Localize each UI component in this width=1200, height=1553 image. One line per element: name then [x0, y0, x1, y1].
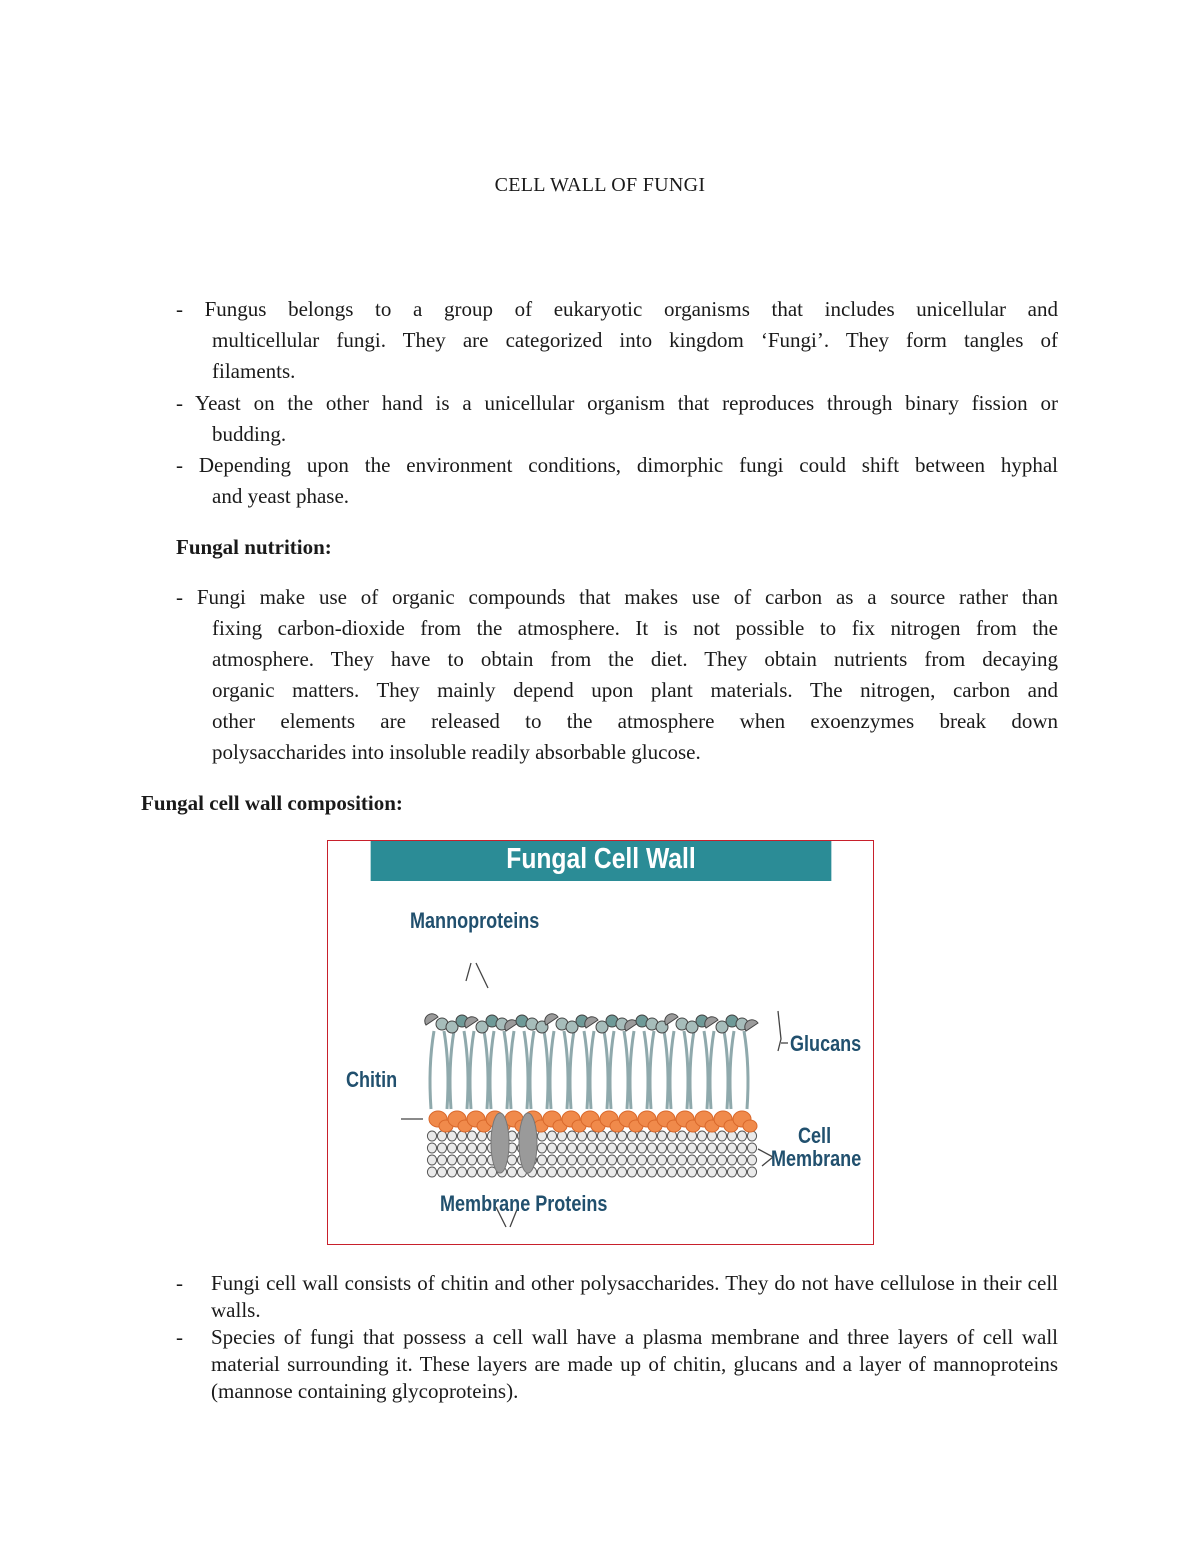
membrane-bead	[667, 1143, 676, 1153]
membrane-bead	[647, 1131, 656, 1141]
membrane-bead	[537, 1131, 546, 1141]
membrane-bead	[477, 1143, 486, 1153]
intro-item-1	[176, 294, 1058, 387]
label-chitin: Chitin	[346, 1067, 398, 1092]
glucan-strand	[744, 1031, 748, 1109]
glucan-strand	[610, 1031, 614, 1109]
membrane-bead	[537, 1167, 546, 1177]
membrane-bead	[437, 1143, 446, 1153]
membrane-bead	[547, 1167, 556, 1177]
bullet-dash: -	[176, 391, 196, 415]
membrane-bead	[647, 1155, 656, 1165]
membrane-bead	[467, 1143, 476, 1153]
membrane-bead	[627, 1155, 636, 1165]
glucan-strand	[570, 1031, 574, 1109]
membrane-bead	[697, 1167, 706, 1177]
membrane-bead	[477, 1131, 486, 1141]
membrane-bead	[567, 1167, 576, 1177]
membrane-bead	[637, 1155, 646, 1165]
glucan-strand	[484, 1031, 488, 1109]
membrane-bead	[477, 1155, 486, 1165]
fungal-cell-wall-figure	[327, 840, 874, 1245]
intro-item-3	[176, 450, 1058, 512]
glucan-strand	[430, 1031, 434, 1109]
membrane-bead	[727, 1143, 736, 1153]
membrane-bead	[667, 1155, 676, 1165]
membrane-bead	[537, 1143, 546, 1153]
membrane-bead	[617, 1131, 626, 1141]
glucan-strand	[590, 1031, 594, 1109]
glucan-strand	[710, 1031, 714, 1109]
label-membrane: Membrane	[771, 1146, 862, 1171]
membrane-bead	[737, 1143, 746, 1153]
membrane-bead	[687, 1143, 696, 1153]
glucan-strand	[564, 1031, 568, 1109]
glucan-strand	[530, 1031, 534, 1109]
membrane-protein	[491, 1113, 509, 1173]
membrane-bead	[457, 1155, 466, 1165]
nutrition-line: Fungi make use of organic compounds that makes use of carbon as a source rather than	[196, 585, 1058, 609]
glucan-strand	[650, 1031, 654, 1109]
glucan-layer	[430, 1031, 748, 1109]
nutrition-line: other elements are released to the atmosphere when exoenzymes break down	[212, 709, 1058, 733]
membrane-bead	[427, 1167, 436, 1177]
nutrition-line: atmosphere. They have to obtain from the diet. They obtain nutrients from decaying	[212, 647, 1058, 671]
membrane-bead	[557, 1143, 566, 1153]
membrane-bead	[687, 1155, 696, 1165]
chitin-fiber	[743, 1120, 757, 1132]
membrane-bead	[697, 1155, 706, 1165]
membrane-bead	[447, 1155, 456, 1165]
glucan-strand	[730, 1031, 734, 1109]
membrane-bead	[637, 1143, 646, 1153]
glucan-strand	[464, 1031, 468, 1109]
membrane-bead	[727, 1131, 736, 1141]
membrane-bead	[577, 1167, 586, 1177]
intro-line: Fungus belongs to a group of eukaryotic organisms that includes unicellular and	[204, 297, 1058, 321]
membrane-bead	[627, 1167, 636, 1177]
bullet-dash: -	[176, 1271, 183, 1295]
membrane-bead	[587, 1143, 596, 1153]
membrane-bead	[547, 1143, 556, 1153]
glucan-strand	[690, 1031, 694, 1109]
leader-mannoproteins-a	[466, 963, 471, 981]
glucan-strand	[510, 1031, 514, 1109]
membrane-bead	[717, 1155, 726, 1165]
membrane-bead	[707, 1155, 716, 1165]
membrane-bead	[637, 1167, 646, 1177]
membrane-bead	[617, 1143, 626, 1153]
intro-line: and yeast phase.	[212, 484, 350, 508]
membrane-bead	[747, 1155, 756, 1165]
glucan-strand	[550, 1031, 554, 1109]
membrane-bead	[437, 1131, 446, 1141]
composition-bullet-2	[176, 1324, 1058, 1405]
membrane-bead	[577, 1143, 586, 1153]
glucan-strand	[524, 1031, 528, 1109]
glucan-strand	[644, 1031, 648, 1109]
composition-bullet-1	[176, 1270, 1058, 1324]
membrane-bead	[597, 1155, 606, 1165]
composition-heading: Fungal cell wall composition:	[141, 791, 403, 815]
membrane-bead	[717, 1131, 726, 1141]
membrane-bead	[557, 1131, 566, 1141]
membrane-bead	[467, 1155, 476, 1165]
membrane-bead	[607, 1143, 616, 1153]
glucan-strand	[504, 1031, 508, 1109]
membrane-bead	[687, 1167, 696, 1177]
intro-item-2	[176, 388, 1058, 450]
membrane-bead	[747, 1143, 756, 1153]
glucan-strand	[624, 1031, 628, 1109]
cell-membrane-layer	[427, 1131, 756, 1177]
membrane-bead	[657, 1143, 666, 1153]
membrane-bead	[637, 1131, 646, 1141]
glucan-strand	[630, 1031, 634, 1109]
membrane-bead	[537, 1155, 546, 1165]
membrane-bead	[457, 1143, 466, 1153]
membrane-bead	[667, 1167, 676, 1177]
membrane-bead	[447, 1167, 456, 1177]
membrane-bead	[727, 1167, 736, 1177]
intro-line: filaments.	[212, 359, 296, 383]
membrane-bead	[657, 1131, 666, 1141]
membrane-bead	[647, 1167, 656, 1177]
membrane-bead	[597, 1143, 606, 1153]
membrane-bead	[747, 1167, 756, 1177]
membrane-bead	[617, 1155, 626, 1165]
membrane-bead	[737, 1131, 746, 1141]
membrane-protein	[519, 1113, 537, 1173]
page-title: CELL WALL OF FUNGI	[494, 174, 706, 196]
membrane-bead	[657, 1155, 666, 1165]
label-mannoproteins: Mannoproteins	[410, 908, 540, 933]
glucan-strand	[490, 1031, 494, 1109]
membrane-bead	[607, 1167, 616, 1177]
composition-bullets	[176, 1270, 1058, 1405]
membrane-bead	[737, 1155, 746, 1165]
membrane-bead	[627, 1143, 636, 1153]
glucan-strand	[450, 1031, 454, 1109]
membrane-bead	[677, 1131, 686, 1141]
membrane-bead	[427, 1131, 436, 1141]
membrane-bead	[567, 1131, 576, 1141]
glucan-strand	[670, 1031, 674, 1109]
membrane-bead	[437, 1167, 446, 1177]
nutrition-heading: Fungal nutrition:	[176, 535, 332, 559]
glucan-strand	[724, 1031, 728, 1109]
membrane-bead	[557, 1155, 566, 1165]
membrane-bead	[587, 1167, 596, 1177]
membrane-bead	[437, 1155, 446, 1165]
membrane-bead	[697, 1131, 706, 1141]
nutrition-line: organic matters. They mainly depend upon plant materials. The nitrogen, carbon and	[212, 678, 1058, 702]
glucan-strand	[604, 1031, 608, 1109]
membrane-bead	[467, 1167, 476, 1177]
glucan-strand	[584, 1031, 588, 1109]
glucan-strand	[444, 1031, 448, 1109]
membrane-bead	[467, 1131, 476, 1141]
membrane-bead	[587, 1131, 596, 1141]
label-membrane-proteins: Membrane Proteins	[440, 1191, 608, 1216]
membrane-bead	[677, 1155, 686, 1165]
membrane-bead	[657, 1167, 666, 1177]
membrane-bead	[677, 1143, 686, 1153]
label-cell: Cell	[798, 1123, 832, 1148]
membrane-bead	[427, 1155, 436, 1165]
bullet-text: Fungi cell wall consists of chitin and other polysaccharides. They do not have cellulose in their cell walls.	[211, 1271, 1058, 1322]
membrane-bead	[707, 1167, 716, 1177]
membrane-bead	[747, 1131, 756, 1141]
figure-title: Fungal Cell Wall	[371, 841, 832, 881]
membrane-bead	[507, 1155, 516, 1165]
membrane-bead	[677, 1167, 686, 1177]
bullet-dash: -	[176, 585, 197, 609]
membrane-bead	[707, 1143, 716, 1153]
membrane-bead	[617, 1167, 626, 1177]
bullet-dash: -	[176, 297, 205, 321]
glucan-strand	[704, 1031, 708, 1109]
membrane-bead	[567, 1143, 576, 1153]
membrane-bead	[447, 1143, 456, 1153]
membrane-bead	[507, 1167, 516, 1177]
membrane-bead	[427, 1143, 436, 1153]
intro-line: multicellular fungi. They are categorized into kingdom ‘Fungi’. They form tangles of	[212, 328, 1058, 352]
intro-line: budding.	[212, 422, 287, 446]
membrane-bead	[547, 1131, 556, 1141]
membrane-bead	[667, 1131, 676, 1141]
membrane-bead	[557, 1167, 566, 1177]
intro-line: Depending upon the environment conditions, dimorphic fungi could shift between hyphal	[198, 453, 1059, 477]
cell-wall-diagram	[328, 881, 872, 1241]
leader-glucans-brace	[778, 1011, 781, 1051]
membrane-bead	[687, 1131, 696, 1141]
nutrition-line: fixing carbon-dioxide from the atmosphere. It is not possible to fix nitrogen from the	[212, 616, 1058, 640]
bullet-dash: -	[176, 453, 199, 477]
membrane-bead	[447, 1131, 456, 1141]
membrane-bead	[697, 1143, 706, 1153]
nutrition-line: polysaccharides into insoluble readily absorbable glucose.	[212, 740, 701, 764]
membrane-bead	[627, 1131, 636, 1141]
membrane-bead	[577, 1155, 586, 1165]
bullet-dash: -	[176, 1325, 183, 1349]
intro-line: Yeast on the other hand is a unicellular organism that reproduces through binary fission or	[195, 391, 1058, 415]
membrane-bead	[477, 1167, 486, 1177]
bullet-text: Species of fungi that possess a cell wall have a plasma membrane and three layers of cell wall material surrounding it. These layers are made up of chitin, glucans and a layer of mannoproteins (mannose containing glycoproteins).	[211, 1325, 1058, 1403]
membrane-bead	[457, 1131, 466, 1141]
chitin-layer	[429, 1111, 757, 1132]
nutrition-paragraph	[176, 582, 1058, 768]
membrane-bead	[717, 1167, 726, 1177]
label-glucans: Glucans	[790, 1031, 862, 1056]
glucan-strand	[684, 1031, 688, 1109]
mannoprotein-layer	[425, 1014, 758, 1033]
membrane-bead	[727, 1155, 736, 1165]
membrane-bead	[737, 1167, 746, 1177]
glucan-strand	[470, 1031, 474, 1109]
membrane-bead	[577, 1131, 586, 1141]
membrane-bead	[547, 1155, 556, 1165]
membrane-bead	[607, 1131, 616, 1141]
membrane-bead	[457, 1167, 466, 1177]
membrane-bead	[717, 1143, 726, 1153]
membrane-bead	[567, 1155, 576, 1165]
membrane-bead	[597, 1131, 606, 1141]
leader-mannoproteins-b	[476, 963, 488, 988]
membrane-bead	[587, 1155, 596, 1165]
glucan-strand	[664, 1031, 668, 1109]
glucan-strand	[544, 1031, 548, 1109]
membrane-bead	[597, 1167, 606, 1177]
mannoprotein	[745, 1020, 758, 1031]
membrane-bead	[607, 1155, 616, 1165]
membrane-bead	[647, 1143, 656, 1153]
